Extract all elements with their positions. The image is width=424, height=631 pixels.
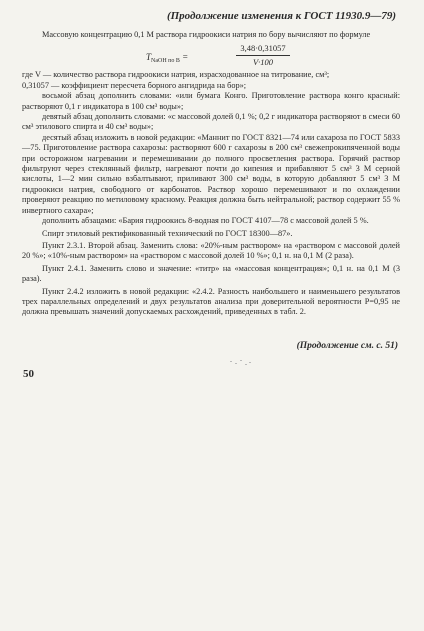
paragraph-spirit: Спирт этиловый ректификованный технический по ГОСТ 18300—87». <box>42 228 293 238</box>
paragraph-eighth: восьмой абзац дополнить словами: «или бумага Конго. Приготовление раствора конго красный: растворяют 0,1 г индикатора в 100 см³ воды»; <box>22 91 400 111</box>
running-header: (Продолжение изменения к ГОСТ 11930.9—79) <box>166 10 396 22</box>
formula <box>22 43 400 69</box>
paragraph-ninth: девятый абзац дополнить словами: «с массовой долей 0,1 %; 0,2 г индикатора растворяют в смеси 60 см³ этилового спирта и 40 см³ воды»; <box>22 112 400 132</box>
formula-denominator: V·100 <box>252 56 274 67</box>
scan-smudge <box>228 359 254 367</box>
paragraph-2-4-1: Пункт 2.4.1. Заменить слово и значение: «титр» на «массовая концентрация»; 0,1 н. на 0,1 М (3 раза). <box>22 263 400 284</box>
formula-equals: = <box>179 52 189 63</box>
formula-subscript: NaOH по B <box>151 58 180 65</box>
paragraph-2-3-1: Пункт 2.3.1. Второй абзац. Заменить слова: «20%-ным раствором» на «раствором с массовой долей 20 %»; «10%-ным раствором» на «раствором с массовой долей 10 %»; 0,1 н. на 0,1 М (2 раза). <box>22 240 400 261</box>
formula-symbol: T <box>146 52 152 63</box>
formula-fraction <box>236 43 290 67</box>
paragraph-formula-intro: Массовую концентрацию 0,1 М раствора гидроокиси натрия по бору вычисляют по формуле <box>42 30 371 39</box>
page-number: 50 <box>23 368 34 380</box>
paragraph-where: где V — количество раствора гидроокиси натрия, израсходованное на титрование, см³; <box>22 70 330 80</box>
document-body <box>22 30 400 318</box>
paragraph-add: дополнить абзацами: «Бария гидроокись 8-водная по ГОСТ 4107—78 с массовой долей 5 %. <box>42 216 369 226</box>
formula-numerator: 3,48·0,31057 <box>236 43 290 55</box>
continuation-note: (Продолжение см. с. 51) <box>296 341 398 351</box>
paragraph-2-4-2: Пункт 2.4.2 изложить в новой редакции: «2.4.2. Разность наибольшего и наименьшего результатов трех параллельных определений и двух результатов анализа при доверительной вероятности P=0,95 не должна превышать значений допускаемых расхождений, приведенных в табл. 2. <box>22 286 400 317</box>
paragraph-tenth: десятый абзац изложить в новой редакции: «Маннит по ГОСТ 8321—74 или сахароза по ГОСТ 5833—75. Приготовление раствора сахарозы: растворяют 600 г сахарозы в 200 см³ свежепрокипяченной воды при осторожном нагревании и перемешивании до полного просветления раствора. Горячий раствор фильтруют через стеклянный фильтр, нагревают почти до кипения и прибавляют 5 см³ 3 М серной кислоты, 1—2 мин сильно взбалтывают, приливают 300 см³ воды, в которую добавляют 5 см³ 3 М гидроокиси натрия, свободного от карбонатов. Раствор хорошо перемешивают и по охлаждении проверяют реакцию по метиловому красному. Реакция должна быть нейтральной; раствор содержит 55 % инвертного сахара»; <box>22 132 400 215</box>
formula-lhs <box>146 52 188 66</box>
paragraph-coefficient: 0,31057 — коэффициент пересчета борного ангидрида на бор»; <box>22 80 247 90</box>
